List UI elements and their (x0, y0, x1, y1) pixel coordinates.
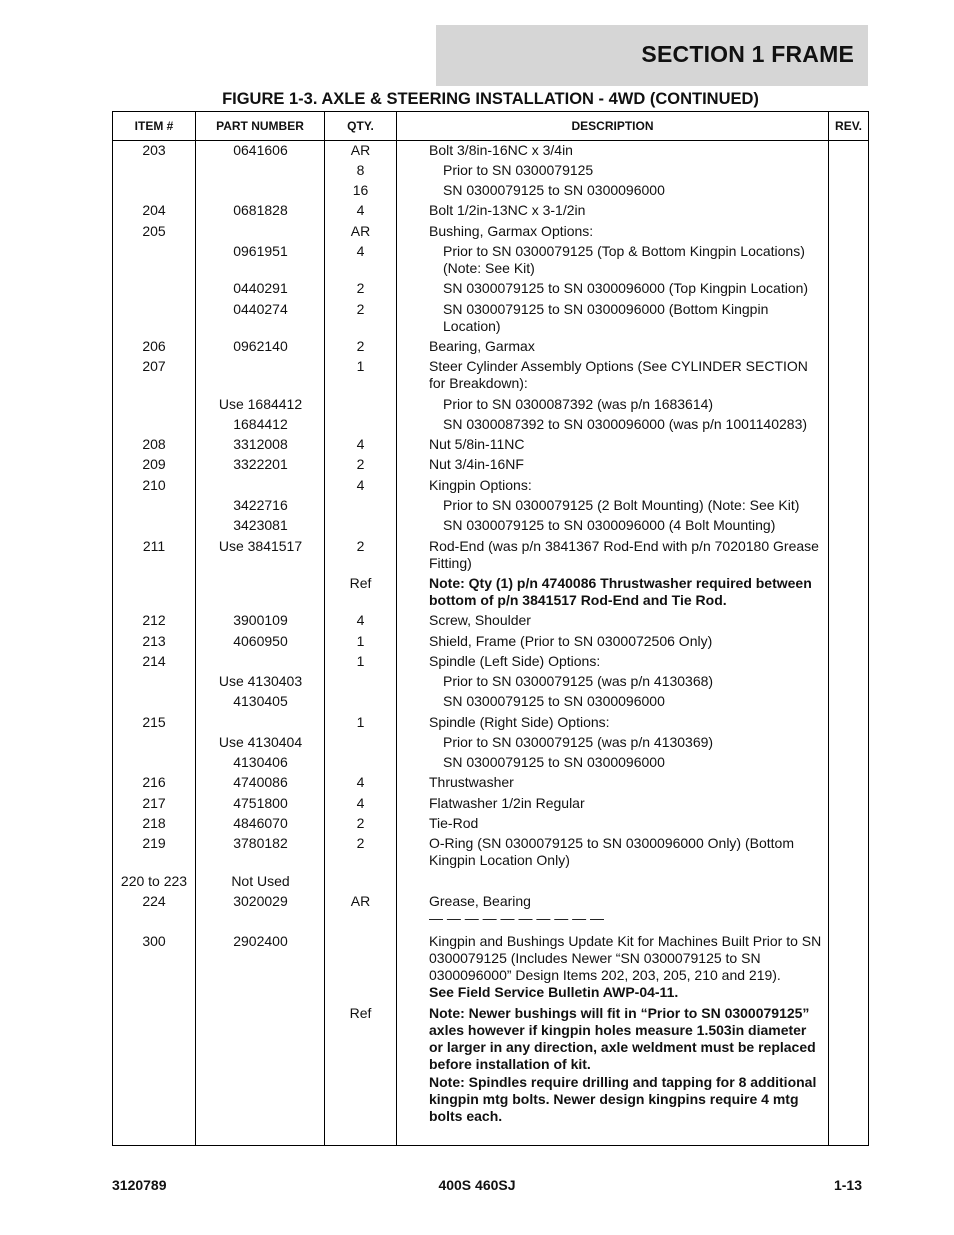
item-number-cell: 220 to 223 (120, 873, 188, 889)
part-number-cell: 0962140 (233, 338, 288, 354)
description-cell: Tie-Rod (429, 815, 479, 831)
quantity-cell: 1 (356, 714, 365, 730)
part-number-cell: 3322201 (233, 456, 288, 472)
part-number-cell: 4130406 (233, 754, 288, 770)
header-rev: REV. (835, 119, 862, 133)
part-number-cell: 1684412 (233, 416, 288, 432)
description-cell: Spindle (Left Side) Options: (429, 653, 601, 669)
description-cell: Rod-End (was p/n 3841367 Rod-End with p/n 7020180 Grease Fitting) (429, 538, 819, 571)
description-cell: Thrustwasher (429, 774, 514, 790)
part-number-cell: 4130405 (233, 693, 288, 709)
quantity-cell: 8 (356, 162, 365, 178)
part-number-cell: 3312008 (233, 436, 288, 452)
quantity-cell: 2 (356, 815, 365, 831)
item-number-cell: 212 (142, 612, 166, 628)
description-cell: O-Ring (SN 0300079125 to SN 0300096000 Only) (Bottom Kingpin Location Only) (429, 835, 794, 868)
part-number-cell: Use 4130404 (218, 734, 303, 750)
description-cell: Spindle (Right Side) Options: (429, 714, 610, 730)
part-number-cell: Use 3841517 (218, 538, 303, 554)
quantity-cell: 2 (356, 456, 365, 472)
item-number-cell: 224 (142, 893, 166, 909)
description-cell: Prior to SN 0300079125 (2 Bolt Mounting) (Note: See Kit) (443, 497, 800, 513)
description-cell: SN 0300079125 to SN 0300096000 (Top Kingpin Location) (443, 280, 809, 296)
header-part-number: PART NUMBER (216, 119, 304, 133)
item-number-cell: 206 (142, 338, 166, 354)
part-number-cell: 4060950 (233, 633, 288, 649)
description-cell: Note: Newer bushings will fit in “Prior to SN 0300079125” axles however if kingpin holes measure 1.503in diameter or larger in any direction, axle weldment must be replaced before installation of kit. (429, 1005, 816, 1072)
description-cell: Prior to SN 0300079125 (Top & Bottom Kingpin Locations) (Note: See Kit) (443, 243, 805, 276)
quantity-cell: 1 (356, 633, 365, 649)
quantity-cell: 4 (356, 795, 365, 811)
column-divider (396, 112, 397, 1145)
description-cell: Shield, Frame (Prior to SN 0300072506 Only) (429, 633, 713, 649)
item-number-cell: 203 (142, 142, 166, 158)
item-number-cell: 205 (142, 223, 166, 239)
quantity-cell: 2 (356, 280, 365, 296)
description-cell: Kingpin and Bushings Update Kit for Machines Built Prior to SN 0300079125 (Includes Newer “SN 0300079125 to SN 0300096000” Design Items 202, 203, 205, 210 and 219). (429, 933, 822, 983)
item-number-cell: 211 (142, 538, 166, 554)
item-number-cell: 215 (142, 714, 166, 730)
header-description: DESCRIPTION (571, 119, 654, 133)
part-number-cell: 3423081 (233, 517, 288, 533)
description-cell: SN 0300079125 to SN 0300096000 (443, 693, 665, 709)
quantity-cell: 4 (356, 612, 365, 628)
description-cell: SN 0300087392 to SN 0300096000 (was p/n 1001140283) (443, 416, 808, 432)
part-number-cell: 3900109 (233, 612, 288, 628)
description-cell: Flatwasher 1/2in Regular (429, 795, 585, 811)
section-header (436, 25, 868, 86)
item-number-cell: 207 (142, 358, 166, 374)
part-number-cell: 3780182 (233, 835, 288, 851)
quantity-cell: 2 (356, 538, 365, 554)
quantity-cell: 4 (356, 774, 365, 790)
item-number-cell: 204 (142, 202, 166, 218)
header-qty: QTY. (347, 119, 374, 133)
description-cell: Prior to SN 0300087392 (was p/n 1683614) (443, 396, 714, 412)
description-cell: Grease, Bearing (429, 893, 531, 909)
description-cell: SN 0300079125 to SN 0300096000 (4 Bolt Mounting) (443, 517, 776, 533)
quantity-cell: 4 (356, 243, 365, 259)
quantity-cell: 1 (356, 653, 365, 669)
description-cell: Prior to SN 0300079125 (443, 162, 594, 178)
column-divider (828, 112, 829, 1145)
part-number-cell: Use 1684412 (218, 396, 303, 412)
quantity-cell: 4 (356, 202, 365, 218)
description-cell: SN 0300079125 to SN 0300096000 (443, 182, 665, 198)
quantity-cell: Ref (349, 575, 372, 591)
part-number-cell: 3020029 (233, 893, 288, 909)
quantity-cell: AR (350, 223, 371, 239)
description-cell: Prior to SN 0300079125 (was p/n 4130368) (443, 673, 714, 689)
quantity-cell: 4 (356, 436, 365, 452)
description-cell: Nut 3/4in-16NF (429, 456, 524, 472)
footer-model: 400S 460SJ (438, 1177, 516, 1193)
header-item: ITEM # (134, 119, 174, 133)
description-cell: Bearing, Garmax (429, 338, 535, 354)
description-cell: Nut 5/8in-11NC (429, 436, 525, 452)
column-divider (195, 112, 196, 1145)
description-cell: — — — — — — — — — — (429, 910, 605, 926)
part-number-cell: 0641606 (233, 142, 288, 158)
part-number-cell: 3422716 (233, 497, 288, 513)
quantity-cell: 2 (356, 338, 365, 354)
quantity-cell: 1 (356, 358, 365, 374)
footer-page-number: 1-13 (833, 1177, 862, 1193)
quantity-cell: 16 (352, 182, 369, 198)
part-number-cell: 2902400 (233, 933, 288, 949)
part-number-cell: Not Used (231, 873, 290, 889)
quantity-cell: Ref (349, 1005, 372, 1021)
quantity-cell: 2 (356, 301, 365, 317)
item-number-cell: 216 (142, 774, 166, 790)
part-number-cell: 0961951 (233, 243, 288, 259)
part-number-cell: 0681828 (233, 202, 288, 218)
item-number-cell: 217 (142, 795, 166, 811)
table-header (113, 112, 868, 141)
description-cell: Bolt 3/8in-16NC x 3/4in (429, 142, 573, 158)
section-title: SECTION 1 FRAME (641, 41, 854, 67)
item-number-cell: 300 (142, 933, 166, 949)
quantity-cell: 4 (356, 477, 365, 493)
figure-title: FIGURE 1-3. AXLE & STEERING INSTALLATION - 4WD (CONTINUED) (222, 90, 759, 108)
description-cell: Screw, Shoulder (429, 612, 531, 628)
part-number-cell: 4751800 (233, 795, 288, 811)
part-number-cell: 0440274 (233, 301, 288, 317)
description-cell: SN 0300079125 to SN 0300096000 (Bottom Kingpin Location) (443, 301, 769, 334)
description-cell: Bolt 1/2in-13NC x 3-1/2in (429, 202, 586, 218)
item-number-cell: 219 (142, 835, 166, 851)
description-cell: Kingpin Options: (429, 477, 532, 493)
description-cell: Note: Spindles require drilling and tapping for 8 additional kingpin mtg bolts. Newer design kingpins require 4 mtg bolts each. (429, 1074, 817, 1124)
description-cell: SN 0300079125 to SN 0300096000 (443, 754, 665, 770)
item-number-cell: 213 (142, 633, 166, 649)
footer-doc-number: 3120789 (112, 1177, 167, 1193)
description-cell: Steer Cylinder Assembly Options (See CYLINDER SECTION for Breakdown): (429, 358, 808, 391)
part-number-cell: 4740086 (233, 774, 288, 790)
part-number-cell: 0440291 (233, 280, 288, 296)
part-number-cell: 4846070 (233, 815, 288, 831)
quantity-cell: AR (350, 142, 371, 158)
part-number-cell: Use 4130403 (218, 673, 303, 689)
item-number-cell: 218 (142, 815, 166, 831)
item-number-cell: 210 (142, 477, 166, 493)
item-number-cell: 209 (142, 456, 166, 472)
description-cell: Note: Qty (1) p/n 4740086 Thrustwasher required between bottom of p/n 3841517 Rod-End and Tie Rod. (429, 575, 812, 608)
description-cell: Bushing, Garmax Options: (429, 223, 594, 239)
item-number-cell: 214 (142, 653, 166, 669)
item-number-cell: 208 (142, 436, 166, 452)
parts-table (112, 111, 869, 1146)
description-cell: Prior to SN 0300079125 (was p/n 4130369) (443, 734, 714, 750)
quantity-cell: 2 (356, 835, 365, 851)
quantity-cell: AR (350, 893, 371, 909)
description-cell: See Field Service Bulletin AWP-04-11. (429, 984, 679, 1000)
